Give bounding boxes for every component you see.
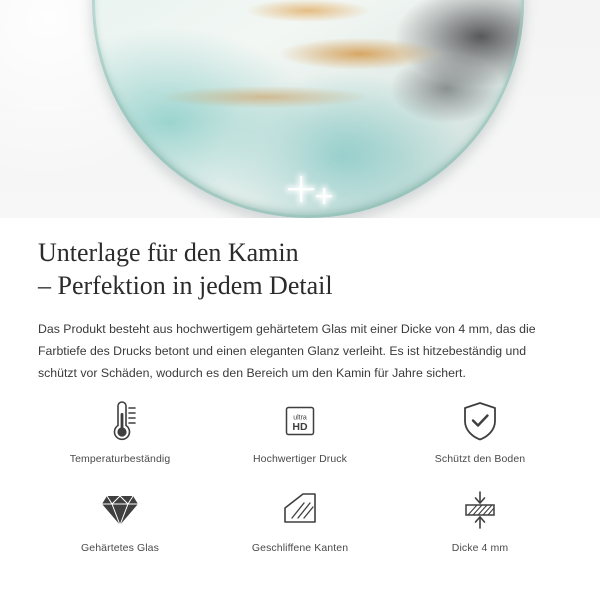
page-title — [38, 236, 468, 302]
polished-edges-icon — [279, 487, 321, 533]
feature-label: Geschliffene Kanten — [251, 542, 349, 554]
feature-label: Schützt den Boden — [434, 453, 526, 465]
ultra-hd-icon — [279, 398, 321, 444]
feature-label: Hochwertiger Druck — [253, 453, 347, 465]
page-title-line-1: Unterlage für den Kamin — [38, 238, 299, 267]
feature-label: Dicke 4 mm — [451, 542, 509, 554]
description-paragraph: Das Produkt besteht aus hochwertigem gehärtetem Glas mit einer Dicke von 4 mm, das die Farbtiefe des Drucks betont und einen eleganten Glanz verleiht. Es ist hitzebeständig und schützt vor Schäden, wodurch es den Bereich um den Kamin für Jahre sichert. — [38, 322, 536, 380]
thickness-arrows-icon — [458, 487, 502, 533]
thermometer-icon — [100, 398, 140, 444]
feature-label: Temperaturbeständig — [69, 453, 171, 465]
svg-text:HD: HD — [292, 421, 308, 433]
feature-item-tempered-glass — [30, 487, 210, 554]
content-section — [0, 218, 600, 384]
feature-label: Gehärtetes Glas — [81, 542, 159, 554]
feature-item-thickness — [390, 487, 570, 554]
feature-item-print-quality — [210, 398, 390, 465]
svg-text:ultra: ultra — [293, 414, 307, 422]
feature-item-temperature — [30, 398, 210, 465]
page-title-line-2: – Perfektion in jedem Detail — [38, 271, 333, 300]
feature-item-polished-edges — [210, 487, 390, 554]
shield-check-icon — [459, 398, 501, 444]
hero-image — [0, 0, 600, 218]
feature-grid — [30, 398, 570, 554]
feature-item-floor-protection — [390, 398, 570, 465]
diamond-icon — [97, 487, 143, 533]
glass-plate-product-image — [92, 0, 524, 218]
